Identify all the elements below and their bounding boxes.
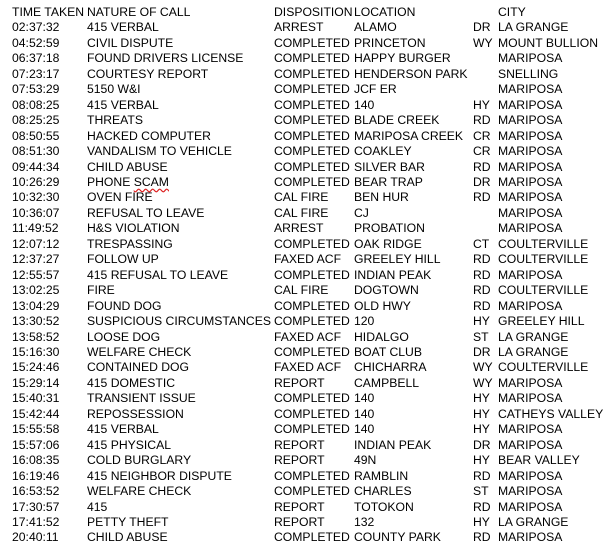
- table-row: [12, 530, 610, 545]
- time-cell: 17:30:57: [12, 499, 60, 514]
- disposition-cell: CAL FIRE: [274, 205, 329, 220]
- street-suffix-cell: DR: [473, 174, 491, 189]
- location-cell: MARIPOSA CREEK: [354, 128, 464, 143]
- location-cell: INDIAN PEAK: [354, 267, 432, 282]
- city-cell: LA GRANGE: [498, 329, 569, 344]
- location-cell: PRINCETON: [354, 35, 426, 50]
- location-cell: HIDALGO: [354, 329, 409, 344]
- table-row: [12, 113, 610, 128]
- time-cell: 13:30:52: [12, 314, 60, 329]
- table-row: [12, 438, 610, 453]
- street-suffix-cell: DR: [473, 20, 491, 35]
- time-cell: 15:42:44: [12, 406, 60, 421]
- table-row: [12, 314, 610, 329]
- disposition-cell: COMPLETED: [274, 35, 350, 50]
- time-cell: 12:07:12: [12, 236, 60, 251]
- time-cell: 12:37:27: [12, 252, 60, 267]
- street-suffix-cell: [473, 221, 498, 236]
- location-cell: 132: [354, 514, 375, 529]
- time-cell: 13:04:29: [12, 298, 60, 313]
- spellcheck-underlined-word: SCAM: [133, 174, 169, 189]
- location-cell: BEN HUR: [354, 190, 409, 205]
- nature-cell: 415 DOMESTIC: [87, 375, 176, 390]
- street-suffix-cell: HY: [473, 391, 490, 406]
- nature-cell: COLD BURGLARY: [87, 453, 192, 468]
- street-suffix-cell: RD: [473, 159, 491, 174]
- location-cell: OLD HWY: [354, 298, 411, 313]
- city-cell: MOUNT BULLION: [498, 35, 598, 50]
- table-row: [12, 330, 610, 345]
- nature-cell: FOLLOW UP: [87, 252, 159, 267]
- table-row: [12, 51, 610, 66]
- city-cell: COULTERVILLE: [498, 252, 589, 267]
- street-suffix-cell: [473, 82, 498, 97]
- time-cell: 07:23:17: [12, 66, 60, 81]
- table-row: [12, 237, 610, 252]
- location-cell: BOAT CLUB: [354, 344, 422, 359]
- location-cell: 140: [354, 422, 375, 437]
- time-cell: 13:02:25: [12, 283, 60, 298]
- call-log-table: [12, 5, 610, 546]
- disposition-cell: COMPLETED: [274, 97, 350, 112]
- city-cell: MARIPOSA: [498, 128, 563, 143]
- nature-cell: COURTESY REPORT: [87, 66, 209, 81]
- table-row: [12, 98, 610, 113]
- street-suffix-cell: [473, 206, 498, 221]
- nature-cell: TRESPASSING: [87, 236, 173, 251]
- header-location: LOCATION: [354, 5, 416, 19]
- disposition-cell: COMPLETED: [274, 406, 350, 421]
- time-cell: 16:53:52: [12, 484, 60, 499]
- table-row: [12, 175, 610, 190]
- nature-cell: FIRE: [87, 283, 115, 298]
- city-cell: MARIPOSA: [498, 298, 563, 313]
- street-suffix-cell: RD: [473, 283, 491, 298]
- time-cell: 20:40:11: [12, 530, 59, 545]
- city-cell: MARIPOSA: [498, 375, 563, 390]
- disposition-cell: COMPLETED: [274, 484, 350, 499]
- street-suffix-cell: HY: [473, 422, 490, 437]
- time-cell: 15:57:06: [12, 437, 60, 452]
- header-city: CITY: [498, 5, 526, 19]
- street-suffix-cell: DR: [473, 437, 491, 452]
- time-cell: 08:25:25: [12, 113, 60, 128]
- table-row: [12, 453, 610, 468]
- city-cell: COULTERVILLE: [498, 236, 589, 251]
- nature-cell: OVEN FIRE: [87, 190, 153, 205]
- table-row: [12, 283, 610, 298]
- location-cell: ALAMO: [354, 20, 397, 35]
- city-cell: SNELLING: [498, 66, 559, 81]
- location-cell: DOGTOWN: [354, 283, 419, 298]
- table-row: [12, 36, 610, 51]
- table-row: [12, 500, 610, 515]
- disposition-cell: REPORT: [274, 437, 325, 452]
- time-cell: 15:40:31: [12, 391, 60, 406]
- location-cell: HENDERSON PARK: [354, 66, 468, 81]
- disposition-cell: REPORT: [274, 375, 325, 390]
- disposition-cell: COMPLETED: [274, 344, 350, 359]
- nature-cell: PETTY THEFT: [87, 514, 169, 529]
- table-row: [12, 515, 610, 530]
- call-log-body: [12, 20, 610, 545]
- time-cell: 10:36:07: [12, 205, 60, 220]
- time-cell: 08:51:30: [12, 144, 60, 159]
- nature-cell: 5150 W&I: [87, 82, 141, 97]
- location-cell: OAK RIDGE: [354, 236, 422, 251]
- header-row: [12, 5, 610, 20]
- street-suffix-cell: WY: [473, 35, 493, 50]
- time-cell: 02:37:32: [12, 20, 60, 35]
- table-row: [12, 160, 610, 175]
- table-row: [12, 82, 610, 97]
- disposition-cell: COMPLETED: [274, 530, 350, 545]
- time-cell: 10:26:29: [12, 174, 60, 189]
- nature-cell: CHILD ABUSE: [87, 530, 168, 545]
- location-cell: COAKLEY: [354, 144, 412, 159]
- nature-cell: TRANSIENT ISSUE: [87, 391, 196, 406]
- disposition-cell: ARREST: [274, 20, 324, 35]
- street-suffix-cell: RD: [473, 530, 491, 545]
- location-cell: HAPPY BURGER: [354, 51, 451, 66]
- disposition-cell: ARREST: [274, 221, 324, 236]
- table-row: [12, 190, 610, 205]
- disposition-cell: REPORT: [274, 499, 325, 514]
- disposition-cell: CAL FIRE: [274, 283, 329, 298]
- disposition-cell: COMPLETED: [274, 174, 350, 189]
- street-suffix-cell: CR: [473, 128, 491, 143]
- location-cell: SILVER BAR: [354, 159, 425, 174]
- street-suffix-cell: HY: [473, 514, 490, 529]
- street-suffix-cell: ST: [473, 329, 489, 344]
- nature-cell: 415 PHYSICAL: [87, 437, 172, 452]
- street-suffix-cell: RD: [473, 298, 491, 313]
- location-cell: PROBATION: [354, 221, 425, 236]
- time-cell: 12:55:57: [12, 267, 60, 282]
- time-cell: 08:50:55: [12, 128, 60, 143]
- nature-cell: FOUND DOG: [87, 298, 162, 313]
- city-cell: MARIPOSA: [498, 190, 563, 205]
- disposition-cell: REPORT: [274, 514, 325, 529]
- nature-cell: VANDALISM TO VEHICLE: [87, 144, 232, 159]
- street-suffix-cell: HY: [473, 406, 490, 421]
- nature-cell: THREATS: [87, 113, 143, 128]
- disposition-cell: COMPLETED: [274, 159, 350, 174]
- street-suffix-cell: HY: [473, 97, 490, 112]
- disposition-cell: COMPLETED: [274, 267, 350, 282]
- street-suffix-cell: CT: [473, 236, 490, 251]
- street-suffix-cell: RD: [473, 468, 491, 483]
- time-cell: 11:49:52: [12, 221, 59, 236]
- location-cell: 140: [354, 391, 375, 406]
- city-cell: MARIPOSA: [498, 484, 563, 499]
- header-nature-of-call: NATURE OF CALL: [87, 5, 191, 19]
- disposition-cell: COMPLETED: [274, 391, 350, 406]
- nature-cell: WELFARE CHECK: [87, 484, 192, 499]
- time-cell: 13:58:52: [12, 329, 60, 344]
- disposition-cell: COMPLETED: [274, 144, 350, 159]
- time-cell: 16:08:35: [12, 453, 60, 468]
- city-cell: BEAR VALLEY: [498, 453, 580, 468]
- disposition-cell: COMPLETED: [274, 236, 350, 251]
- location-cell: CHICHARRA: [354, 360, 427, 375]
- city-cell: MARIPOSA: [498, 51, 563, 66]
- street-suffix-cell: RD: [473, 499, 491, 514]
- street-suffix-cell: ST: [473, 484, 489, 499]
- city-cell: MARIPOSA: [498, 437, 563, 452]
- nature-cell: H&S VIOLATION: [87, 221, 180, 236]
- nature-cell: 415 REFUSAL TO LEAVE: [87, 267, 229, 282]
- nature-cell: 415 VERBAL: [87, 97, 159, 112]
- city-cell: MARIPOSA: [498, 174, 563, 189]
- city-cell: LA GRANGE: [498, 514, 569, 529]
- location-cell: 140: [354, 406, 375, 421]
- disposition-cell: COMPLETED: [274, 66, 350, 81]
- location-cell: 140: [354, 97, 375, 112]
- location-cell: CJ: [354, 205, 369, 220]
- city-cell: MARIPOSA: [498, 267, 563, 282]
- table-row: [12, 221, 610, 236]
- location-cell: BLADE CREEK: [354, 113, 440, 128]
- nature-cell: 415: [87, 499, 108, 514]
- time-cell: 17:41:52: [12, 514, 60, 529]
- nature-cell: FOUND DRIVERS LICENSE: [87, 51, 244, 66]
- street-suffix-cell: WY: [473, 360, 493, 375]
- table-row: [12, 422, 610, 437]
- street-suffix-cell: RD: [473, 190, 491, 205]
- street-suffix-cell: RD: [473, 113, 491, 128]
- disposition-cell: COMPLETED: [274, 51, 350, 66]
- time-cell: 10:32:30: [12, 190, 60, 205]
- street-suffix-cell: HY: [473, 453, 490, 468]
- disposition-cell: COMPLETED: [274, 468, 350, 483]
- city-cell: MARIPOSA: [498, 82, 563, 97]
- header-time-taken: TIME TAKEN: [12, 5, 85, 19]
- location-cell: GREELEY HILL: [354, 252, 441, 267]
- street-suffix-cell: RD: [473, 267, 491, 282]
- location-cell: RAMBLIN: [354, 468, 409, 483]
- table-row: [12, 67, 610, 82]
- location-cell: TOTOKON: [354, 499, 414, 514]
- location-cell: COUNTY PARK: [354, 530, 441, 545]
- street-suffix-cell: CR: [473, 144, 491, 159]
- table-row: [12, 206, 610, 221]
- city-cell: MARIPOSA: [498, 144, 563, 159]
- time-cell: 09:44:34: [12, 159, 60, 174]
- nature-cell: 415 NEIGHBOR DISPUTE: [87, 468, 232, 483]
- city-cell: MARIPOSA: [498, 159, 563, 174]
- table-row: [12, 144, 610, 159]
- time-cell: 15:24:46: [12, 360, 60, 375]
- disposition-cell: FAXED ACF: [274, 360, 342, 375]
- table-row: [12, 407, 610, 422]
- city-cell: COULTERVILLE: [498, 360, 589, 375]
- city-cell: MARIPOSA: [498, 391, 563, 406]
- time-cell: 15:55:58: [12, 422, 60, 437]
- city-cell: GREELEY HILL: [498, 314, 585, 329]
- nature-cell: LOOSE DOG: [87, 329, 161, 344]
- disposition-cell: REPORT: [274, 453, 325, 468]
- nature-cell: CIVIL DISPUTE: [87, 35, 174, 50]
- table-row: [12, 345, 610, 360]
- city-cell: MARIPOSA: [498, 97, 563, 112]
- table-row: [12, 391, 610, 406]
- table-row: [12, 484, 610, 499]
- city-cell: MARIPOSA: [498, 499, 563, 514]
- disposition-cell: COMPLETED: [274, 128, 350, 143]
- table-row: [12, 20, 610, 35]
- time-cell: 08:08:25: [12, 97, 60, 112]
- street-suffix-cell: [473, 51, 498, 66]
- table-row: [12, 129, 610, 144]
- nature-cell: REFUSAL TO LEAVE: [87, 205, 205, 220]
- disposition-cell: COMPLETED: [274, 113, 350, 128]
- disposition-cell: FAXED ACF: [274, 252, 342, 267]
- time-cell: 16:19:46: [12, 468, 60, 483]
- nature-cell: SUSPICIOUS CIRCUMSTANCES: [87, 314, 271, 329]
- disposition-cell: COMPLETED: [274, 298, 350, 313]
- disposition-cell: COMPLETED: [274, 422, 350, 437]
- table-row: [12, 360, 610, 375]
- time-cell: 07:53:29: [12, 82, 60, 97]
- table-row: [12, 252, 610, 267]
- city-cell: LA GRANGE: [498, 344, 569, 359]
- disposition-cell: FAXED ACF: [274, 329, 342, 344]
- city-cell: MARIPOSA: [498, 422, 563, 437]
- city-cell: LA GRANGE: [498, 20, 569, 35]
- table-row: [12, 268, 610, 283]
- street-suffix-cell: DR: [473, 344, 491, 359]
- location-cell: BEAR TRAP: [354, 174, 423, 189]
- nature-cell: CHILD ABUSE: [87, 159, 168, 174]
- city-cell: MARIPOSA: [498, 468, 563, 483]
- location-cell: 49N: [354, 453, 377, 468]
- location-cell: CAMPBELL: [354, 375, 420, 390]
- table-row: [12, 469, 610, 484]
- location-cell: JCF ER: [354, 82, 397, 97]
- time-cell: 06:37:18: [12, 51, 60, 66]
- location-cell: CHARLES: [354, 484, 412, 499]
- nature-cell: 415 VERBAL: [87, 20, 159, 35]
- city-cell: MARIPOSA: [498, 205, 563, 220]
- location-cell: INDIAN PEAK: [354, 437, 432, 452]
- disposition-cell: COMPLETED: [274, 314, 350, 329]
- street-suffix-cell: [473, 67, 498, 82]
- nature-cell: 415 VERBAL: [87, 422, 159, 437]
- table-row: [12, 376, 610, 391]
- nature-cell: WELFARE CHECK: [87, 344, 192, 359]
- table-row: [12, 299, 610, 314]
- nature-cell: CONTAINED DOG: [87, 360, 190, 375]
- time-cell: 15:29:14: [12, 375, 60, 390]
- time-cell: 15:16:30: [12, 344, 60, 359]
- street-suffix-cell: WY: [473, 375, 493, 390]
- street-suffix-cell: HY: [473, 314, 490, 329]
- street-suffix-cell: RD: [473, 252, 491, 267]
- disposition-cell: COMPLETED: [274, 82, 350, 97]
- nature-cell: HACKED COMPUTER: [87, 128, 211, 143]
- time-cell: 04:52:59: [12, 35, 60, 50]
- city-cell: MARIPOSA: [498, 221, 563, 236]
- header-disposition: DISPOSITION: [274, 5, 353, 19]
- location-cell: 120: [354, 314, 375, 329]
- city-cell: CATHEYS VALLEY: [498, 406, 604, 421]
- city-cell: COULTERVILLE: [498, 283, 589, 298]
- city-cell: MARIPOSA: [498, 113, 563, 128]
- disposition-cell: CAL FIRE: [274, 190, 329, 205]
- nature-cell: PHONE SCAM: [87, 174, 169, 189]
- nature-cell: REPOSSESSION: [87, 406, 184, 421]
- city-cell: MARIPOSA: [498, 530, 563, 545]
